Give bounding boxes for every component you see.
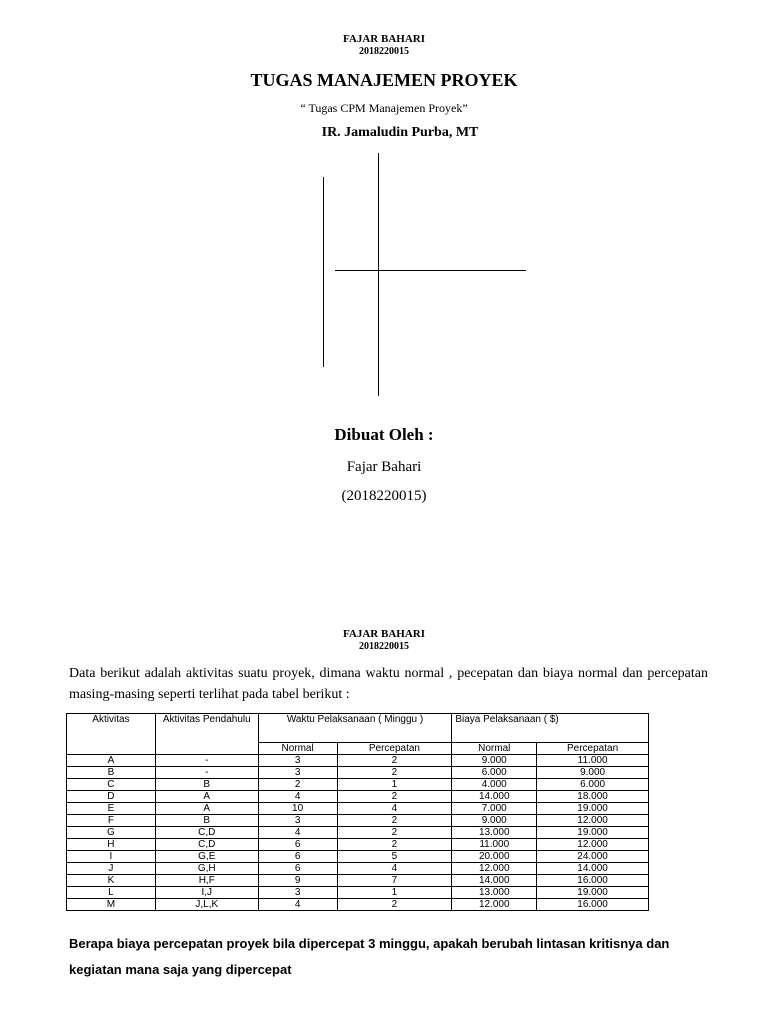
- header-biaya-normal: Normal: [452, 743, 537, 755]
- cell-pendahulu: C,D: [155, 839, 258, 851]
- cell-biaya-percepatan: 14.000: [537, 863, 649, 875]
- cell-pendahulu: J,L,K: [155, 899, 258, 911]
- cell-waktu-normal: 4: [258, 899, 337, 911]
- cell-biaya-percepatan: 11.000: [537, 755, 649, 767]
- cell-aktivitas: L: [67, 887, 156, 899]
- cell-waktu-normal: 6: [258, 863, 337, 875]
- cell-aktivitas: F: [67, 815, 156, 827]
- table-row: [67, 803, 649, 815]
- cell-waktu-percepatan: 2: [337, 755, 452, 767]
- cell-biaya-normal: 11.000: [452, 839, 537, 851]
- cell-biaya-percepatan: 16.000: [537, 875, 649, 887]
- cell-aktivitas: C: [67, 779, 156, 791]
- cell-waktu-normal: 3: [258, 815, 337, 827]
- cell-aktivitas: J: [67, 863, 156, 875]
- table-row: [67, 899, 649, 911]
- cell-waktu-normal: 9: [258, 875, 337, 887]
- cell-biaya-normal: 12.000: [452, 899, 537, 911]
- cell-waktu-normal: 10: [258, 803, 337, 815]
- cell-aktivitas: K: [67, 875, 156, 887]
- header-waktu-percepatan: Percepatan: [337, 743, 452, 755]
- cell-biaya-normal: 14.000: [452, 791, 537, 803]
- header-waktu-normal: Normal: [258, 743, 337, 755]
- header-pendahulu: Aktivitas Pendahulu: [155, 714, 258, 755]
- cell-biaya-percepatan: 12.000: [537, 815, 649, 827]
- cell-waktu-percepatan: 7: [337, 875, 452, 887]
- cell-waktu-normal: 2: [258, 779, 337, 791]
- cell-pendahulu: G,E: [155, 851, 258, 863]
- intro-paragraph: Data berikut adalah aktivitas suatu proyek, dimana waktu normal , pecepatan dan biaya normal dan percepatan masing-masing seperti terlihat pada tabel berikut :: [69, 666, 708, 702]
- header-aktivitas: Aktivitas: [67, 714, 156, 755]
- table-row: [67, 815, 649, 827]
- cell-biaya-normal: 12.000: [452, 863, 537, 875]
- cell-waktu-percepatan: 1: [337, 887, 452, 899]
- cell-waktu-percepatan: 2: [337, 791, 452, 803]
- header-waktu: Waktu Pelaksanaan ( Minggu ): [258, 714, 452, 743]
- cell-waktu-percepatan: 4: [337, 803, 452, 815]
- cell-waktu-percepatan: 2: [337, 899, 452, 911]
- cell-waktu-normal: 4: [258, 791, 337, 803]
- cell-biaya-percepatan: 19.000: [537, 827, 649, 839]
- table-row: [67, 791, 649, 803]
- table-row: [67, 851, 649, 863]
- cell-biaya-percepatan: 19.000: [537, 887, 649, 899]
- cell-aktivitas: G: [67, 827, 156, 839]
- cell-waktu-percepatan: 2: [337, 827, 452, 839]
- cell-waktu-normal: 3: [258, 767, 337, 779]
- activity-table: [66, 713, 649, 911]
- header-biaya: Biaya Pelaksanaan ( $): [452, 714, 649, 743]
- cell-waktu-normal: 4: [258, 827, 337, 839]
- table-row: [67, 839, 649, 851]
- cell-biaya-percepatan: 19.000: [537, 803, 649, 815]
- author-name: Fajar Bahari: [346, 459, 422, 475]
- cell-biaya-normal: 14.000: [452, 875, 537, 887]
- table-body: [67, 755, 649, 911]
- cell-pendahulu: G,H: [155, 863, 258, 875]
- table-row: [67, 863, 649, 875]
- cell-waktu-percepatan: 4: [337, 863, 452, 875]
- header-biaya-percepatan: Percepatan: [537, 743, 649, 755]
- cell-pendahulu: C,D: [155, 827, 258, 839]
- table-row: [67, 755, 649, 767]
- cell-biaya-normal: 9.000: [452, 755, 537, 767]
- cell-biaya-percepatan: 16.000: [537, 899, 649, 911]
- cell-aktivitas: M: [67, 899, 156, 911]
- cell-pendahulu: -: [155, 767, 258, 779]
- cell-waktu-normal: 6: [258, 851, 337, 863]
- cell-pendahulu: A: [155, 791, 258, 803]
- cell-biaya-normal: 6.000: [452, 767, 537, 779]
- cell-waktu-percepatan: 1: [337, 779, 452, 791]
- made-by-label: Dibuat Oleh :: [334, 425, 434, 444]
- cell-pendahulu: B: [155, 815, 258, 827]
- table-row: [67, 779, 649, 791]
- cell-biaya-percepatan: 6.000: [537, 779, 649, 791]
- decor-line-horizontal: [335, 270, 526, 271]
- cell-pendahulu: -: [155, 755, 258, 767]
- table-row: [67, 767, 649, 779]
- cell-waktu-normal: 6: [258, 839, 337, 851]
- subtitle: “ Tugas CPM Manajemen Proyek”: [300, 101, 468, 115]
- author-nim: (2018220015): [341, 488, 427, 504]
- table-row: [67, 827, 649, 839]
- header-name: FAJAR BAHARI: [343, 33, 425, 45]
- header-nim: 2018220015: [359, 46, 409, 57]
- page-title: TUGAS MANAJEMEN PROYEK: [250, 70, 518, 90]
- cell-biaya-percepatan: 18.000: [537, 791, 649, 803]
- cell-biaya-percepatan: 24.000: [537, 851, 649, 863]
- decor-line-left: [323, 177, 324, 367]
- question-text: Berapa biaya percepatan proyek bila dipercepat 3 minggu, apakah berubah lintasan kritisnya dan kegiatan mana saja yang dipercepat: [69, 936, 670, 977]
- cell-waktu-percepatan: 2: [337, 767, 452, 779]
- cell-aktivitas: A: [67, 755, 156, 767]
- cell-waktu-normal: 3: [258, 755, 337, 767]
- cell-waktu-normal: 3: [258, 887, 337, 899]
- cell-pendahulu: H,F: [155, 875, 258, 887]
- page2-header-name: FAJAR BAHARI: [343, 628, 425, 640]
- cell-pendahulu: A: [155, 803, 258, 815]
- table-row: [67, 875, 649, 887]
- cell-waktu-percepatan: 2: [337, 839, 452, 851]
- cell-aktivitas: H: [67, 839, 156, 851]
- cell-aktivitas: B: [67, 767, 156, 779]
- decor-line-center: [378, 153, 379, 396]
- cell-biaya-normal: 9.000: [452, 815, 537, 827]
- cell-biaya-normal: 20.000: [452, 851, 537, 863]
- lecturer-name: IR. Jamaludin Purba, MT: [321, 125, 479, 140]
- cell-waktu-percepatan: 2: [337, 815, 452, 827]
- page2-header-nim: 2018220015: [359, 641, 409, 652]
- cell-biaya-normal: 7.000: [452, 803, 537, 815]
- cell-biaya-percepatan: 12.000: [537, 839, 649, 851]
- cell-biaya-normal: 4.000: [452, 779, 537, 791]
- cell-waktu-percepatan: 5: [337, 851, 452, 863]
- cell-pendahulu: B: [155, 779, 258, 791]
- cell-biaya-normal: 13.000: [452, 887, 537, 899]
- cell-biaya-percepatan: 9.000: [537, 767, 649, 779]
- cell-biaya-normal: 13.000: [452, 827, 537, 839]
- cell-pendahulu: I,J: [155, 887, 258, 899]
- cell-aktivitas: I: [67, 851, 156, 863]
- cell-aktivitas: D: [67, 791, 156, 803]
- table-row: [67, 887, 649, 899]
- cell-aktivitas: E: [67, 803, 156, 815]
